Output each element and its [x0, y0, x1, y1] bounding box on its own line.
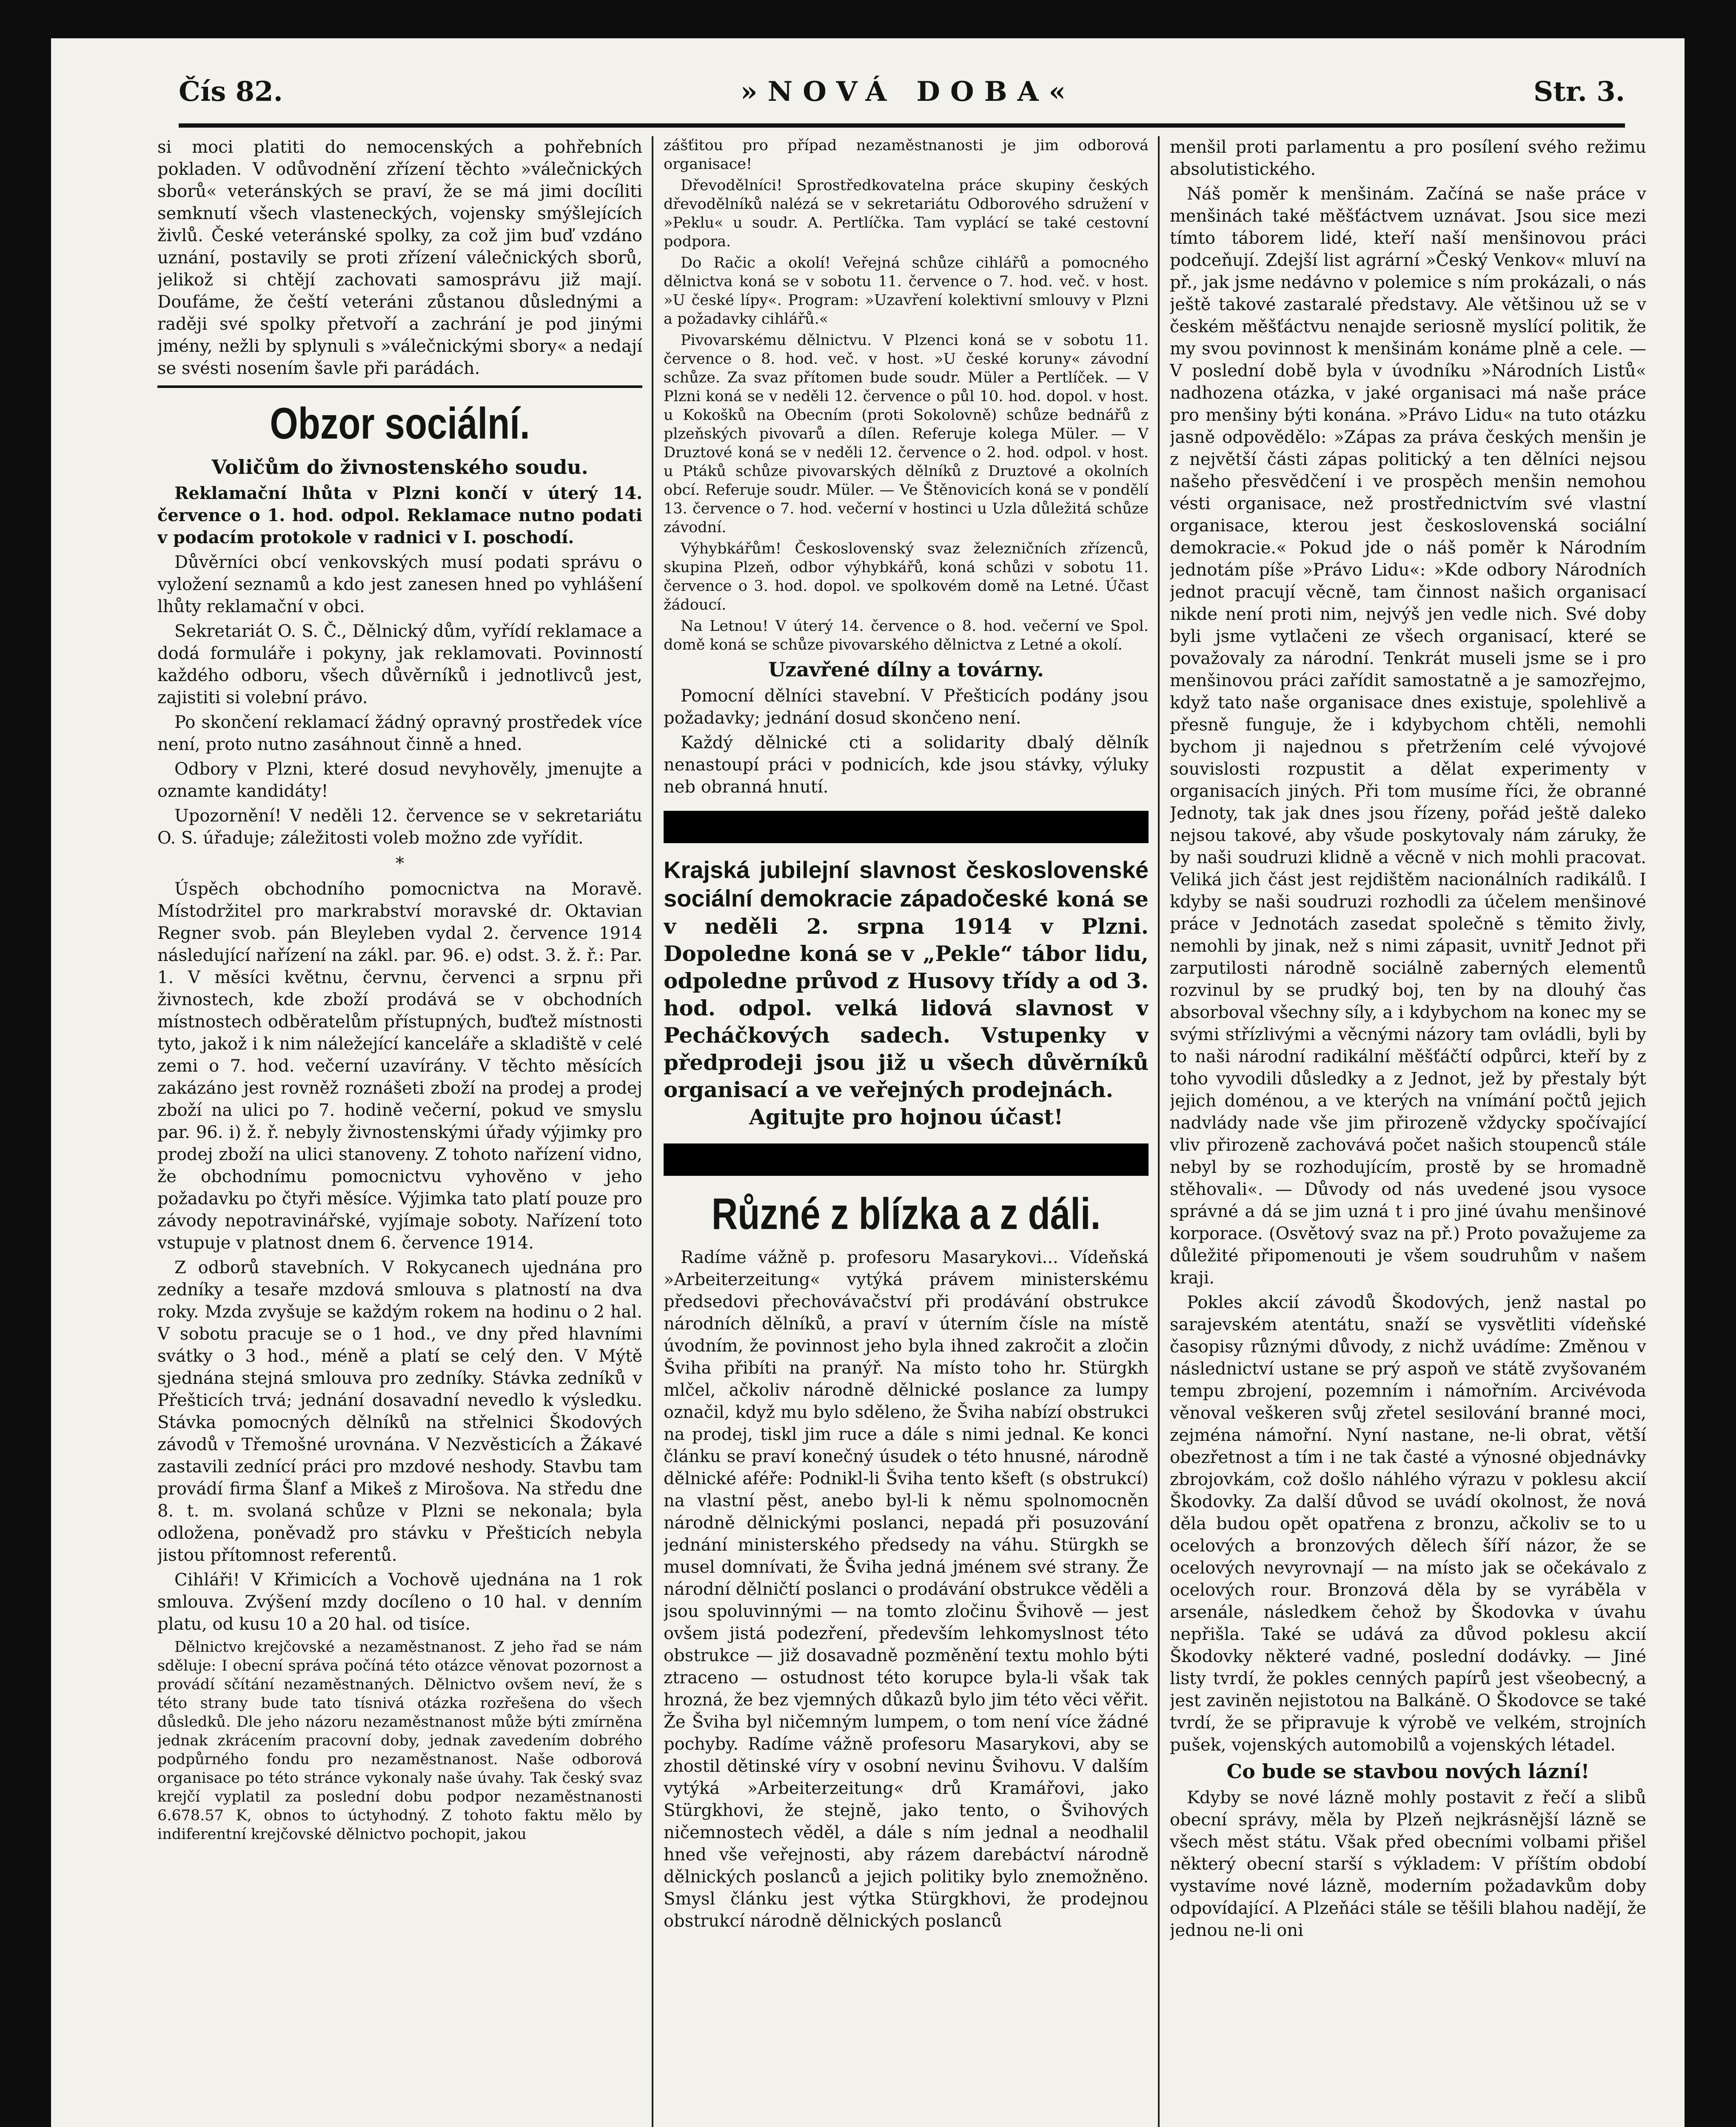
notice-text: Na Letnou! V úterý 14. července o 8. hod. večerní ve Spol. domě koná se schůze pivovarského dělnictva z Letné a okolí. — [664, 618, 1149, 653]
column-divider — [1158, 136, 1160, 2127]
notice-text: Dřevodělníci! Sprostředkovatelna práce skupiny českých dřevodělníků nalézá se v sekretariátu Odborového sdružení v »Peklu« u soudr. A. Pertlíčka. Tam vyplácí se také cestovní podpora. — [664, 177, 1149, 250]
article-text: si moci platiti do nemocenských a pohřebních pokladen. V odůvodnění zřízení těchto »válečnických sborů« veteránských se praví, že se má jimi docíliti semknutí všech vlasteneckých, vojensky smýšlejících živlů. České veteránské spolky, za což jim buď vzdáno uznání, postavily se proti zřízení válečnických sborů, jelikož si chtějí zachovati samosprávu již mají. Doufáme, že čeští veteráni zůstanou důslednými a raději své spolky přetvoří a zachrání je pod jinými jmény, nežli by splynuli s »válečnickými sbory« a nedají se svésti nosením šavle při parádách. — [157, 137, 642, 378]
article-text: Pomocní dělníci stavební. V Přešticích podány jsou požadavky; jednání dosud skončeno není. — [664, 686, 1149, 728]
article-text: zášťitou pro případ nezaměstnanosti je jim odborová organisace! — [664, 137, 1149, 173]
banner-heading: Krajská jubilejní slavnost československé sociální demokracie západočeské — [664, 856, 1149, 912]
article-text: Reklamační lhůta v Plzni končí v úterý 14. července o 1. hod. odpol. Reklamace nutno podati v podacím protokole v radnici v I. poschodí. — [157, 483, 642, 547]
section-title: Obzor sociální. — [270, 399, 530, 448]
notice-text: Výhybkářům! Československý svaz železničních zřízenců, skupina Plzeň, odbor výhybkářů, koná schůzi v sobotu 11. července o 3. hod. dopol. ve spolkovém domě na Letné. Účast žádoucí. — [664, 540, 1149, 613]
section-title: Různé z blízka a z dáli. — [711, 1189, 1101, 1239]
banner-rule — [664, 811, 1149, 843]
article-heading: Uzavřené dílny a továrny. — [768, 658, 1044, 681]
article-text: Kdyby se nové lázně mohly postavit z řečí a slibů obecní správy, měla by Plzeň nejkrásnější lázně se všech měst státu. Však před obecními volbami přišel některý obecní starší s výkladem: V příštím období vystavíme nové lázně, moderním požadavkům doby odpovídající. A Plzeňáci stále se těšili blahou nadějí, že jednou ne-li oni — [1170, 1788, 1646, 1940]
article-text: Úspěch obchodního pomocnictva na Moravě. Místodržitel pro markrabství moravské dr. Oktavian Regner svob. pán Bleyleben vydal 2. července 1914 následující nařízení na zákl. par. 96. e) odst. 3. ž. ř.: Par. 1. V měsíci květnu, červnu, červenci a srpnu při živnostech, kde zboží prodává se v obchodních místnostech odběratelům přístupných, buďtež místnosti tyto, jakož i k nim náležející kanceláře a skladiště v celé zemi o 7. hod. večerní uzavírány. V těchto měsících zakázáno jest rovněž roznášeti zboží na prodej a prodej zboží na ulici po 7. hodině večerní, pokud ve smyslu par. 96. i) ž. ř. nebyly živnostenskými úřady výjimky pro prodej zboží na ulici stanoveny. Z tohoto nařízení vidno, že obchodnímu pomocnictvu vyhověno v jeho požadavku po čtyři měsíce. Výjimka tato platí pouze pro závody nepotravinářské, vyjímaje soboty. Nařízení toto vstupuje v platnost dnem 6. července 1914. — [157, 879, 642, 1253]
banner-rule — [664, 1143, 1149, 1176]
notice-text: Pivovarskému dělnictvu. V Plzenci koná se v sobotu 11. července o 8. hod. več. v host. »U české koruny« závodní schůze. Za svaz přítomen bude soudr. Müler a Pertlíček. — V Plzni koná se v neděli 12. července o půl 10. hod. dopol. v host. u Kokošků na Obecním (proti Sokolovně) schůze bednářů z plzeňských pivovarů a dílen. Referuje kolega Müler. — V Druztové koná se v neděli 12. července o 2. hod. odpol. v host. u Ptáků schůze pivovarských dělníků z Druztové a okolních obcí. Referuje soudr. Müler. — Ve Štěnovicích koná se v pondělí 13. července o 7. hod. večerní v hostinci u Uzla důležitá schůze závodní. — [664, 332, 1149, 536]
article-text: Pokles akcií závodů Škodových, jenž nastal po sarajevském atentátu, snaží se vysvětliti vídeňské časopisy různými důvody, z nichž uvádíme: Změnou v následnictví ustane se prý aspoň ve státě zvyšovaném tempu zbrojení, pozemním i námořním. Arcivévoda věnoval veškeren svůj zřetel sesilování branné moci, zejména námořní. Nyní nastane, ne-li obrat, větší obezřetnost a tím i ne tak časté a výnosné objednávky zbrojovkám, což došlo náhlého výrazu v poklesu akcií Škodovky. Za další důvod se uvádí okolnost, že nová děla budou opět opatřena z bronzu, ačkoliv se to u ocelových a bronzových dělech šíří názor, že se ocelových nevyrovnají — na místo jak se očekávalo z ocelových rour. Bronzová děla by se vyráběla v arsenále, následkem čehož by Škodovka v úvahu nepřišla. Také se udává za důvod poklesu akcií Škodovky některé vadné, poslední dodávky. — Jiné listy tvrdí, že pokles cenných papírů jest všeobecný, a jest zaviněn nejistotou na Balkáně. O Škodovce se také tvrdí, že se připravuje k výrobě ve velkém, strojních pušek, vojenských automobilů a vojenských létadel. — [1170, 1293, 1646, 1755]
article-text: Cihláři! V Křimicích a Vochově ujednána na 1 rok smlouva. Zvýšení mzdy docíleno o 10 hal. v denním platu, od kusu 10 a 20 hal. od tisíce. — [157, 1570, 642, 1634]
notice-text: Do Račic a okolí! Veřejná schůze cihlářů a pomocného dělnictva koná se v sobotu 11. července o 7. hod. več. v host. »U české lípy«. Program: »Uzavření kolektivní smlouvy v Plzni a požadavky cihlářů.« — [664, 254, 1149, 328]
article-text: Důvěrníci obcí venkovských musí podati správu o vyložení seznamů a kdo jest zanesen hned po vyhlášení lhůty reklamační v obci. — [157, 553, 642, 616]
page-number: Str. 3. — [1534, 75, 1625, 108]
article-heading: Co bude se stavbou nových lázní! — [1226, 1760, 1590, 1783]
announcement-banner — [664, 856, 1149, 1131]
column-3 — [1170, 136, 1646, 2127]
article-text: Po skončení reklamací žádný opravný prostředek více není, proto nutno zasáhnout činně a hned. — [157, 713, 642, 754]
article-text: menšil proti parlamentu a pro posílení svého režimu absolutistického. — [1170, 137, 1646, 179]
article-text: Odbory v Plzni, které dosud nevyhověly, jmenujte a oznamte kandidáty! — [157, 759, 642, 801]
column-1 — [157, 136, 642, 2127]
article-text: Upozornění! V neděli 12. července se v sekretariátu O. S. úřaduje; záležitosti voleb možno zde vyřídit. — [157, 806, 642, 848]
article-text: Sekretariát O. S. Č., Dělnický dům, vyřídí reklamace a dodá formuláře i pokyny, jak reklamovati. Povinností každého odboru, všech důvěrníků i jednotlivců jest, zajistiti si volební právo. — [157, 622, 642, 707]
article-text: Dělnictvo krejčovské a nezaměstnanost. Z jeho řad se nám sděluje: I obecní správa počíná této otázce věnovat pozornost a provádí sčítání nezaměstnaných. Dělnictvo ovšem neví, že s této strany bude tato tísnivá otázka rozřešena do všech důsledků. Dle jeho názoru nezaměstnanost může býti zmírněna jednak zkrácením pracovní doby, jednak zavedením dobrého podpůrného fondu pro nezaměstnanost. Naše odborová organisace po této stránce vykonaly naše úvahy. Tak český svaz krejčí vyplatil za poslední dobu podpor nezaměstnanosti 6.678.57 K, obnos to úctyhodný. Z tohoto faktu mělo by indiferentní krejčovské dělnictvo pochopit, jakou — [157, 1639, 642, 1843]
article-heading: Voličům do živnostenského soudu. — [211, 456, 588, 479]
article-text: Radíme vážně p. profesoru Masarykovi... Vídeňská »Arbeiterzeitung« vytýká právem ministerskému předsedovi přechovávačství při prodávání obstrukce národních dělníků, a praví v úterním čísle na místě úvodním, že povinnost jeho byla ihned zakročit a zločin Šviha přibíti na pranýř. Na místo toho hr. Stürgkh mlčel, ačkoliv národně dělnické poslance za lumpy označil, když mu bylo sděleno, že Šviha nabízí obstrukci na prodej, tiskl jim ruce a dále s nimi jednal. Ke konci článku se praví konečný úsudek o této hnusné, národně dělnické aféře: Podnikl-li Šviha tento kšeft (s obstrukcí) na vlastní pěst, anebo byl-li k němu spolnomocněn národně dělnickými poslanci, nepadá při posuzování jednání ministerského předsedy na váhu. Stürgkh se musel domnívati, že Šviha jedná jménem své strany. Že národní dělničtí poslanci o prodávání obstrukce věděli a jsou spoluvinnými — na tomto zločinu Švihově — jest ovšem jistá podezření, především lehkomyslnost této obstrukce — již dosavadně pozměnění textu mohlo býti ztraceno — ostudnost této korupce byla-li však tak hrozná, že bez vjemných důkazů bylo jim této věci věřit. Že Šviha byl ničemným lumpem, o tom není více žádné pochyby. Radíme vážně profesoru Masarykovi, aby se zhostil dětinské víry v osobní nevinu Švihovu. V dalším vytýká »Arbeiterzeitung« drů Kramářovi, jako Stürgkhovi, že stejně, jako tento, o Švihových ničemnostech věděl, a dále s ním jednal a neodhalil hned vše veřejnosti, aby rázem darebáctví národně dělnických poslanců a jejich politiky bylo znemožněno. Smysl článku jest výtka Stürgkhovi, že prodejnou obstrukcí národně dělnických poslanců — [664, 1248, 1149, 1931]
banner-call: Agitujte pro hojnou účast! — [749, 1104, 1063, 1129]
separator-star: * — [396, 854, 404, 873]
newspaper-title: »NOVÁ DOBA« — [740, 75, 1076, 108]
banner-text: koná se v neděli 2. srpna 1914 v Plzni. Dopoledne koná se v „Pekle“ tábor lidu, odpoledne průvod z Husovy třídy a od 3. hod. odpol. velká lidová slavnost v Pecháčkových sadech. Vstupenky v předprodeji jsou již u všech důvěrníků organisací a ve veřejných prodejnách. — [664, 887, 1149, 1102]
article-text: Náš poměr k menšinám. Začíná se naše práce v menšinách také měšťáctvem uznávat. Jsou sice mezi tímto táborem lidé, kteří naší menšinovou práci podceňují. Zdejší list agrární »Český Venkov« mluví na př., jak jsme nedávno v polemice s ním prokázali, o nás ještě takové zastaralé představy. Ale většinou už se v českém měšťáctvu nenajde seriosně myslící politik, že my svou povinnost k menšinám konáme plně a cele. — V poslední době byla v úvodníku »Národních Listů« nadhozena otázka, v jaké organisaci má naše práce pro menšiny býti konána. »Právo Lidu« na tuto otázku jasně odpovědělo: »Zápas za práva českých menšin je z největší části zápas politický a ten dělníci nejsou našeho přesvědčení i ve prospěch menšin nemohou vésti organisace, než prostřednictvím své vlastní organisace, kterou jest československá sociální demokracie.« Pokud jde o náš poměr k Národním jednotám píše »Právo Lidu«: »Kde odbory Národních jednot pracují věcně, tam činnost našich organisací nikde není proti nim, nejvýš jen vedle nich. Své doby byli jsme vytlačeni ze všech organisací, které se považovaly za národní. Tenkrát museli jsme se i pro menšinovou práci zařídit samostatně a je samozřejmo, když tato naše organisace dnes existuje, spolehlivě a přesně funguje, že i kdybychom chtěli, nemohli bychom ji najednou s přetržením celé vývojové souvislosti rozpustit a dělat experimenty v organisacích jiných. Při tom musíme říci, že obranné Jednoty, tak jak dnes jsou řízeny, pořád ještě daleko nejsou takové, aby všude poskytovaly nám záruky, že by naši soudruzi klidně a věcně v nich mohli pracovat. Veliká jich část jest rejdištěm nacionálních radikálů. I kdyby se naši soudruzi rozhodli za účelem menšinové práce v Jednotách zasedat společně s těmito živly, nemohli by jinak, než s nimi zápasit, uvnitř Jednot při zarputilosti národně sociálně zaberných elementů rozvinul by se prudký boj, ten by na dlouhý čas absorboval všechny síly, a i kdybychom na konec my se svými střízlivými a věcnými názory tam ovládli, byli by to naši národní radikální měšťáčtí odpůrci, kteří by z toho vyvodili důsledky a z Jednot, jež by přestaly být jejich doménou, a ve kterých na vnímání počtů jejich nadvlády nade vše jim přirozeně vždycky spočívající vliv přirozeně zachovává počet našich stoupenců stále nebyl by se rozhodujícím, prostě by se hromadně stěhovali«. — Důvody od nás uvedené jsou vysoce správné a dá se jim uzná t i pro jiné úvahu menšinové korporace. (Osvětový svaz na př.) Proto považujeme za důležité připomenouti je všem soudruhům v našem kraji. — [1170, 184, 1646, 1288]
article-text: Každý dělnické cti a solidarity dbalý dělník nenastoupí práci v podnicích, kde jsou stávky, výluky neb obranná hnutí. — [664, 733, 1149, 797]
article-text: Z odborů stavebních. V Rokycanech ujednána pro zedníky a tesaře mzdová smlouva s platností na dva roky. Mzda zvyšuje se každým rokem na hodinu o 2 hal. V sobotu pracuje se o 1 hod., ve dny před hlavními svátky o 3 hod., méně a platí se celý den. V Mýtě sjednána stejná smlouva pro zedníky. Stávka zedníků v Přešticích trvá; jednání dosavadní nevedlo k výsledku. Stávka pomocných dělníků na střelnici Škodových závodů v Třemošné urovnána. V Nezvěsticích a Žákavé zastavili zednící práci pro mzdové neshody. Stavbu tam provádí firma Šlanf a Mikeš z Mirošova. Na středu dne 8. t. m. svolaná schůze v Plzni se nekonala; byla odložena, poněvadž pro stávku v Přešticích nebyla jistou přítomnost referentů. — [157, 1258, 642, 1565]
issue-number: Čís 82. — [179, 75, 283, 108]
section-rule — [157, 385, 642, 388]
column-2 — [664, 136, 1149, 2127]
newspaper-page — [51, 38, 1685, 2127]
column-divider — [652, 136, 653, 2127]
masthead — [179, 60, 1625, 128]
